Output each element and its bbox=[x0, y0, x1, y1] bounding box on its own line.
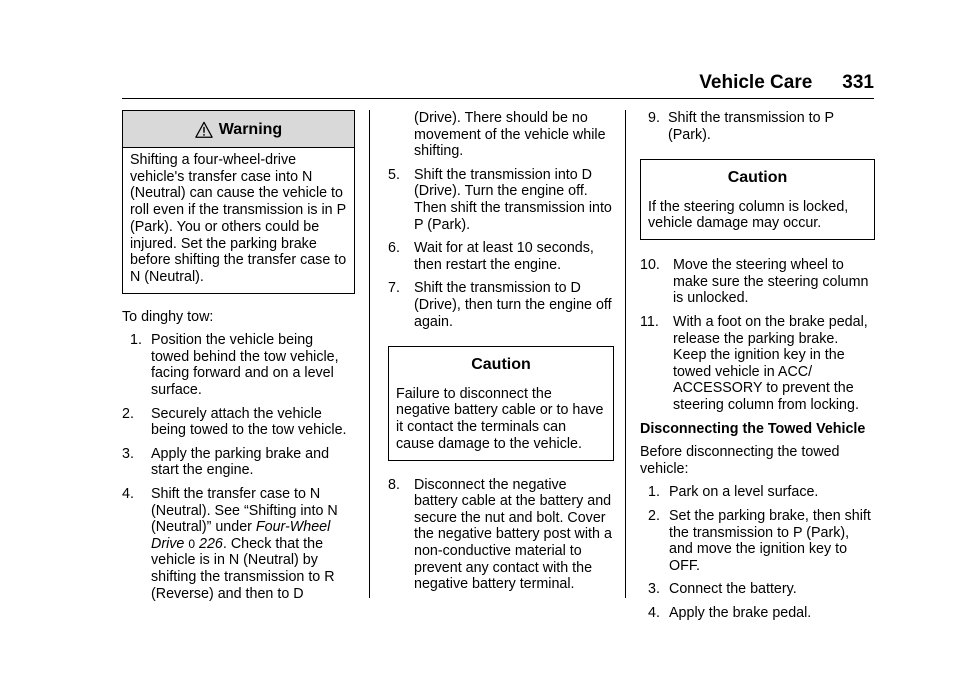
warning-body: Shifting a four-wheel-drive vehicle's transfer case into N (Neutral) can cause the vehicle to roll even if the transmission is in P (Park). You or others could be injured. Set the parking brake before shifting the transfer case to N (Neutral). bbox=[130, 152, 347, 285]
caution-box bbox=[640, 159, 875, 240]
warning-box bbox=[122, 110, 355, 294]
continuation-text: (Drive). There should be no movement of the vehicle while shifting. bbox=[414, 110, 606, 160]
page-ref-number[interactable]: 226 bbox=[199, 535, 223, 552]
list-item: 3. Connect the battery. bbox=[648, 581, 797, 598]
warning-icon bbox=[195, 121, 213, 139]
dinghy-intro: To dinghy tow: bbox=[122, 308, 214, 325]
list-item: 7. Shift the transmission to D (Drive), then turn the engine off again. bbox=[388, 280, 612, 330]
list-item: 1. Park on a level surface. bbox=[648, 484, 819, 501]
list-item: 2. Securely attach the vehicle being towed to the tow vehicle. bbox=[122, 405, 347, 439]
list-item: 11. With a foot on the brake pedal, release the parking brake. Keep the ignition key in the towed vehicle in ACC/ ACCESSORY to prevent the steering column from locking. bbox=[640, 313, 868, 413]
column-1 bbox=[122, 110, 355, 602]
list-item: 8. Disconnect the negative battery cable at the battery and secure the nut and bolt. Cover the negative battery post with a non-conductive material to prevent any contact with the negative battery terminal. bbox=[388, 476, 612, 593]
list-item: 10. Move the steering wheel to make sure the steering column is unlocked. bbox=[640, 257, 869, 307]
caution-box bbox=[388, 346, 614, 460]
list-item: 4. Apply the brake pedal. bbox=[648, 604, 812, 621]
section-subheading: Disconnecting the Towed Vehicle bbox=[640, 420, 866, 437]
warning-title: Warning bbox=[218, 120, 283, 138]
list-item: 4. Shift the transfer case to N (Neutral). See “Shifting into N (Neutral)” under Four-Wheel Drive 0 226. Check that the vehicle is in N (Neutral) by shifting the transmission to R (Reverse) and then to D bbox=[122, 485, 338, 602]
section-title: Vehicle Care bbox=[699, 72, 813, 93]
caution-body: Failure to disconnect the negative battery cable or to have it contact the terminals can cause damage to the vehicle. bbox=[396, 385, 604, 452]
cross-reference-title[interactable]: Four-Wheel Drive bbox=[151, 519, 331, 552]
list-item: 5. Shift the transmission into D (Drive). Turn the engine off. Then shift the transmission into P (Park). bbox=[388, 166, 612, 233]
list-item: 3. Apply the parking brake and start the engine. bbox=[122, 445, 330, 479]
header-rule bbox=[122, 98, 874, 99]
warning-header bbox=[123, 111, 354, 148]
page-ref-icon: 0 bbox=[188, 536, 196, 551]
caution-title: Caution bbox=[471, 356, 531, 374]
list-item: 6. Wait for at least 10 seconds, then restart the engine. bbox=[388, 240, 594, 273]
column-3 bbox=[640, 110, 875, 621]
list-item: 2. Set the parking brake, then shift the transmission to P (Park), and move the ignition key to OFF. bbox=[648, 507, 871, 574]
column-divider bbox=[369, 110, 370, 598]
caution-body: If the steering column is locked, vehicle damage may occur. bbox=[648, 198, 849, 232]
page-header bbox=[699, 72, 874, 94]
page-number: 331 bbox=[842, 72, 874, 93]
caution-title: Caution bbox=[727, 169, 788, 187]
column-divider bbox=[625, 110, 626, 598]
list-item: 9. Shift the transmission to P (Park). bbox=[648, 110, 834, 143]
list-item: 1. Position the vehicle being towed behind the tow vehicle, facing forward and on a level surface. bbox=[130, 332, 339, 398]
column-2 bbox=[388, 110, 614, 593]
disconnect-intro: Before disconnecting the towed vehicle: bbox=[640, 444, 840, 477]
